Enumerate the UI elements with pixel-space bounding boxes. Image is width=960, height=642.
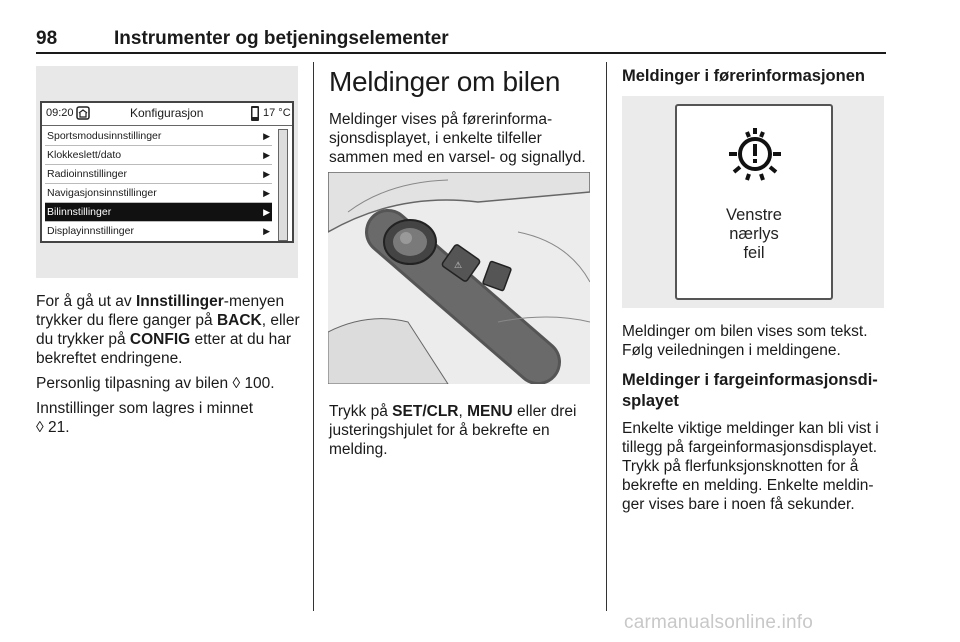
screen-title: Konfigurasjon: [130, 106, 204, 120]
menu-item-display[interactable]: Displayinnstillinger ▶: [45, 222, 272, 241]
column-divider: [313, 62, 314, 611]
page-ref-icon: ◊: [232, 375, 241, 392]
chevron-right-icon: ▶: [263, 150, 270, 160]
chevron-right-icon: ▶: [263, 131, 270, 141]
header-rule: [36, 52, 886, 54]
screen-scrollbar[interactable]: [278, 129, 288, 241]
chevron-right-icon: ▶: [263, 169, 270, 179]
dic-messages-heading: Meldinger i førerinformasjonen: [622, 67, 865, 85]
bulb-fault-icon: [723, 122, 787, 184]
chevron-right-icon: ▶: [263, 188, 270, 198]
intro-paragraph: Meldinger vises på førerinforma-sjonsdisplayet, i enkelte tilfeller sammen med en varsel- og signallyd.: [329, 111, 586, 166]
menu-item-sports-mode[interactable]: Sportsmodusinnstillinger ▶: [45, 127, 272, 146]
chevron-right-icon: ▶: [263, 207, 270, 217]
config-screen: [40, 101, 294, 243]
screen-time: 09:20: [46, 107, 74, 119]
warning-display: [675, 104, 833, 300]
watermark: carmanualsonline.info: [624, 612, 814, 633]
screen-temperature: 17 °C: [263, 107, 291, 119]
column-divider: [606, 62, 607, 611]
page-number: 98: [36, 28, 58, 49]
page-header: Instrumenter og betjeningselementer: [114, 28, 449, 49]
column-1-text: [36, 292, 300, 437]
dic-paragraph: Meldinger om bilen vises som tekst. Følg veiledningen i meldingene.: [622, 323, 868, 359]
warning-text-line-2: nærlys: [729, 225, 779, 243]
menu-item-clock[interactable]: Klokkeslett/dato ▶: [45, 146, 272, 165]
memory-settings-ref[interactable]: Innstillinger som lagres i minnet ◊ 21.: [36, 400, 254, 436]
menu-item-vehicle-settings[interactable]: Bilinnstillinger ▶: [45, 203, 272, 222]
confirm-message-paragraph: Trykk på SET/CLR, MENU eller drei justeringshjulet for å bekrefte en melding.: [329, 403, 577, 458]
color-display-heading: Meldinger i fargeinformasjonsdi-splayet: [622, 371, 878, 410]
home-icon: [76, 106, 90, 120]
phone-icon: [250, 106, 260, 121]
page-ref-icon: ◊: [36, 419, 44, 436]
chevron-right-icon: ▶: [263, 226, 270, 236]
menu-item-navigation[interactable]: Navigasjonsinnstillinger ▶: [45, 184, 272, 203]
screen-status-bar: [42, 103, 292, 126]
color-display-paragraph: Enkelte viktige meldinger kan bli vist i tillegg på fargeinformasjonsdisplayet. Trykk på flerfunksjonsknotten for å bekrefte en melding. Enkelte meldin-ger vises bare i noen få sekunder.: [622, 420, 879, 513]
warning-text-line-1: Venstre: [726, 206, 782, 224]
menu-item-radio[interactable]: Radioinnstillinger ▶: [45, 165, 272, 184]
svg-text:⚠: ⚠: [454, 261, 463, 271]
personalisation-ref[interactable]: Personlig tilpasning av bilen ◊ 100.: [36, 375, 275, 392]
steering-stalk-figure: [328, 172, 590, 384]
exit-settings-paragraph: For å gå ut av Innstillinger-menyen trykker du flere ganger på BACK, eller du trykker på CONFIG etter at du har bekreftet endringene.: [36, 293, 300, 367]
section-heading: Meldinger om bilen: [329, 66, 561, 97]
steering-stalk-illustration: [328, 172, 590, 384]
warning-text-line-3: feil: [743, 244, 765, 262]
